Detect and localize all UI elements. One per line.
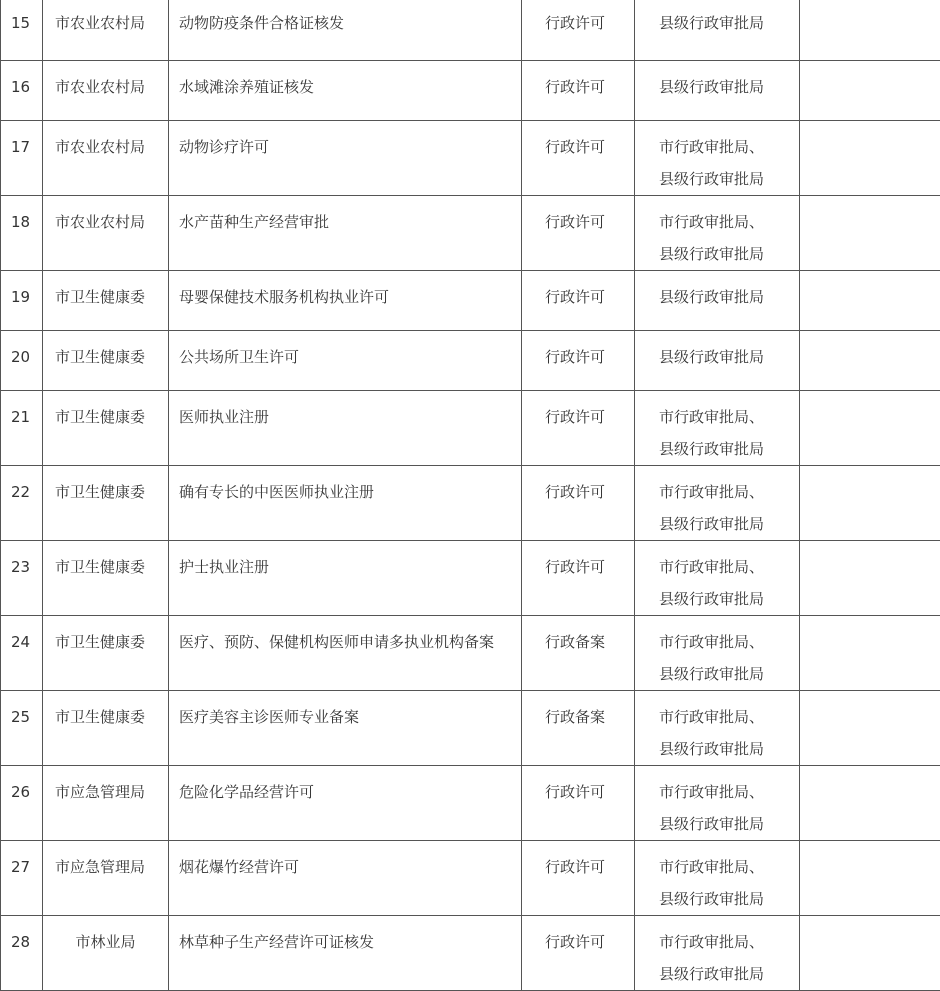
item-type-cell: 行政备案: [522, 691, 635, 766]
item-type-cell: 行政许可: [522, 916, 635, 991]
department-cell: 市卫生健康委: [43, 391, 169, 466]
item-name-cell: 确有专长的中医医师执业注册: [169, 466, 522, 541]
note-cell: [800, 466, 940, 541]
row-number: 19: [1, 271, 43, 331]
handling-level-line: 市行政审批局、: [659, 701, 791, 733]
handling-level-cell: [635, 916, 800, 991]
handling-level-line: 县级行政审批局: [659, 281, 791, 313]
item-name-cell: 动物防疫条件合格证核发: [169, 0, 522, 61]
handling-level-line: 县级行政审批局: [659, 733, 791, 765]
handling-level-line: 市行政审批局、: [659, 926, 791, 958]
item-type-cell: 行政许可: [522, 331, 635, 391]
handling-level-line: 市行政审批局、: [659, 476, 791, 508]
table-row: [1, 841, 940, 916]
item-name-cell: 医疗美容主诊医师专业备案: [169, 691, 522, 766]
department-cell: 市应急管理局: [43, 841, 169, 916]
item-name-cell: 护士执业注册: [169, 541, 522, 616]
note-cell: [800, 0, 940, 61]
handling-level-line: 市行政审批局、: [659, 551, 791, 583]
handling-level-line: 县级行政审批局: [659, 71, 791, 103]
note-cell: [800, 766, 940, 841]
note-cell: [800, 916, 940, 991]
row-number: 20: [1, 331, 43, 391]
department-cell: 市卫生健康委: [43, 691, 169, 766]
item-type-cell: 行政许可: [522, 766, 635, 841]
table-row: [1, 331, 940, 391]
item-type-cell: 行政许可: [522, 841, 635, 916]
item-type-cell: 行政备案: [522, 616, 635, 691]
item-name-cell: 烟花爆竹经营许可: [169, 841, 522, 916]
department-cell: 市农业农村局: [43, 0, 169, 61]
item-name-cell: 水域滩涂养殖证核发: [169, 61, 522, 121]
handling-level-line: 县级行政审批局: [659, 883, 791, 915]
note-cell: [800, 391, 940, 466]
table-row: [1, 271, 940, 331]
table-row: [1, 916, 940, 991]
item-type-cell: 行政许可: [522, 541, 635, 616]
table-row: [1, 541, 940, 616]
handling-level-cell: [635, 766, 800, 841]
item-name-cell: 林草种子生产经营许可证核发: [169, 916, 522, 991]
note-cell: [800, 121, 940, 196]
table-row: [1, 0, 940, 61]
note-cell: [800, 841, 940, 916]
department-cell: 市农业农村局: [43, 196, 169, 271]
table-row: [1, 466, 940, 541]
item-type-cell: 行政许可: [522, 391, 635, 466]
row-number: 26: [1, 766, 43, 841]
table-row: [1, 196, 940, 271]
handling-level-line: 市行政审批局、: [659, 851, 791, 883]
row-number: 16: [1, 61, 43, 121]
department-cell: 市农业农村局: [43, 61, 169, 121]
item-name-cell: 医师执业注册: [169, 391, 522, 466]
department-cell: 市卫生健康委: [43, 271, 169, 331]
handling-level-line: 县级行政审批局: [659, 433, 791, 465]
row-number: 27: [1, 841, 43, 916]
item-type-cell: 行政许可: [522, 0, 635, 61]
handling-level-line: 县级行政审批局: [659, 583, 791, 615]
handling-level-cell: [635, 391, 800, 466]
row-number: 22: [1, 466, 43, 541]
row-number: 17: [1, 121, 43, 196]
row-number: 18: [1, 196, 43, 271]
item-type-cell: 行政许可: [522, 196, 635, 271]
department-cell: 市农业农村局: [43, 121, 169, 196]
note-cell: [800, 61, 940, 121]
handling-level-line: 县级行政审批局: [659, 958, 791, 990]
handling-level-line: 县级行政审批局: [659, 163, 791, 195]
handling-level-cell: [635, 0, 800, 61]
table-row: [1, 616, 940, 691]
row-number: 25: [1, 691, 43, 766]
handling-level-cell: [635, 466, 800, 541]
table-row: [1, 691, 940, 766]
handling-level-line: 市行政审批局、: [659, 131, 791, 163]
item-name-cell: 水产苗种生产经营审批: [169, 196, 522, 271]
handling-level-cell: [635, 616, 800, 691]
department-cell: 市卫生健康委: [43, 466, 169, 541]
table-row: [1, 766, 940, 841]
note-cell: [800, 541, 940, 616]
handling-level-cell: [635, 196, 800, 271]
item-type-cell: 行政许可: [522, 466, 635, 541]
item-name-cell: 医疗、预防、保健机构医师申请多执业机构备案: [169, 616, 522, 691]
handling-level-cell: [635, 541, 800, 616]
handling-level-line: 市行政审批局、: [659, 401, 791, 433]
row-number: 15: [1, 0, 43, 61]
handling-level-cell: [635, 271, 800, 331]
handling-level-line: 县级行政审批局: [659, 238, 791, 270]
row-number: 21: [1, 391, 43, 466]
item-name-cell: 母婴保健技术服务机构执业许可: [169, 271, 522, 331]
handling-level-line: 县级行政审批局: [659, 341, 791, 373]
table-body: [1, 0, 940, 991]
handling-level-cell: [635, 841, 800, 916]
handling-level-line: 县级行政审批局: [659, 808, 791, 840]
table-row: [1, 61, 940, 121]
handling-level-line: 县级行政审批局: [659, 508, 791, 540]
handling-level-cell: [635, 121, 800, 196]
row-number: 28: [1, 916, 43, 991]
department-cell: 市卫生健康委: [43, 331, 169, 391]
note-cell: [800, 691, 940, 766]
handling-level-line: 市行政审批局、: [659, 206, 791, 238]
table-row: [1, 121, 940, 196]
department-cell: 市林业局: [43, 916, 169, 991]
row-number: 24: [1, 616, 43, 691]
table-row: [1, 391, 940, 466]
item-type-cell: 行政许可: [522, 121, 635, 196]
item-name-cell: 动物诊疗许可: [169, 121, 522, 196]
note-cell: [800, 271, 940, 331]
note-cell: [800, 196, 940, 271]
department-cell: 市卫生健康委: [43, 616, 169, 691]
handling-level-cell: [635, 331, 800, 391]
department-cell: 市卫生健康委: [43, 541, 169, 616]
handling-level-cell: [635, 61, 800, 121]
item-name-cell: 危险化学品经营许可: [169, 766, 522, 841]
handling-level-cell: [635, 691, 800, 766]
department-cell: 市应急管理局: [43, 766, 169, 841]
row-number: 23: [1, 541, 43, 616]
handling-level-line: 县级行政审批局: [659, 7, 791, 39]
item-name-cell: 公共场所卫生许可: [169, 331, 522, 391]
note-cell: [800, 616, 940, 691]
item-type-cell: 行政许可: [522, 271, 635, 331]
note-cell: [800, 331, 940, 391]
handling-level-line: 市行政审批局、: [659, 776, 791, 808]
item-type-cell: 行政许可: [522, 61, 635, 121]
handling-level-line: 市行政审批局、: [659, 626, 791, 658]
handling-level-line: 县级行政审批局: [659, 658, 791, 690]
